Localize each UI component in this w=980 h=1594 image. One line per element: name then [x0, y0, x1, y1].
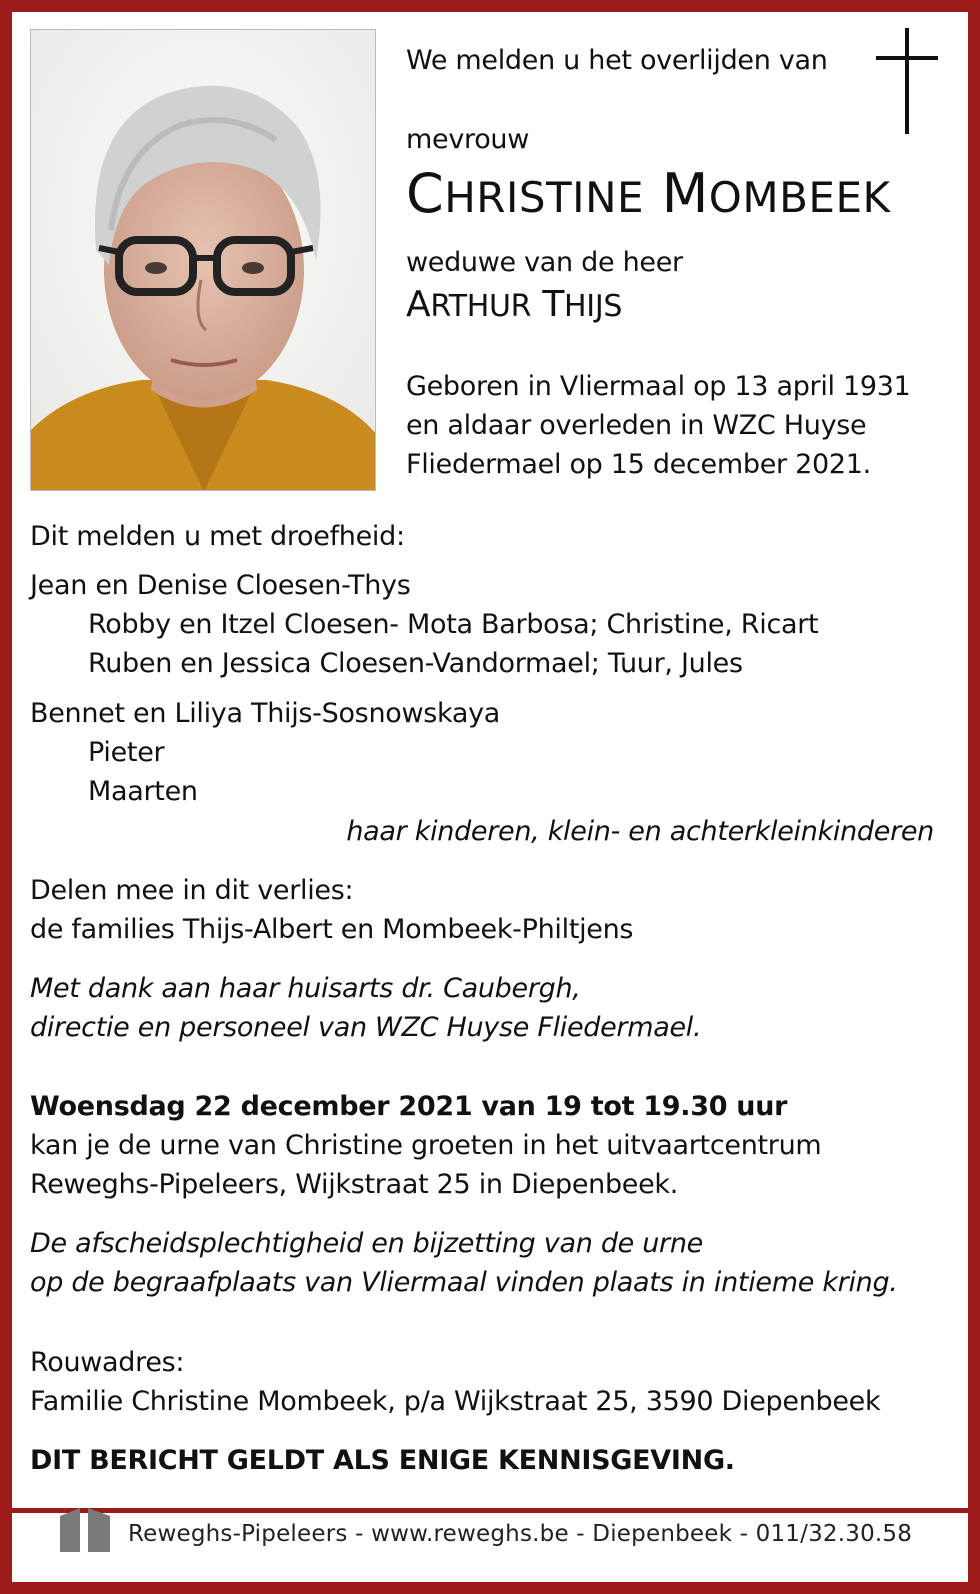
- intro-text: We melden u het overlijden van: [406, 45, 828, 76]
- notice-text: DIT BERICHT GELDT ALS ENIGE KENNISGEVING.: [30, 1445, 735, 1476]
- family-line: Robby en Itzel Cloesen- Mota Barbosa; Christine, Ricart: [88, 609, 819, 640]
- spouse-name: ARTHUR THIJS: [406, 284, 623, 325]
- address-text: Familie Christine Mombeek, p/a Wijkstraat 25, 3590 Diepenbeek: [30, 1386, 881, 1417]
- family-line: Pieter: [88, 737, 165, 768]
- address-label: Rouwadres:: [30, 1347, 185, 1378]
- birth-death-line: Fliedermael op 15 december 2021.: [406, 449, 871, 480]
- ceremony-line: op de begraafplaats van Vliermaal vinden plaats in intieme kring.: [30, 1267, 898, 1298]
- latin-cross-icon: [876, 28, 938, 136]
- sharing-line: de families Thijs-Albert en Mombeek-Philtjens: [30, 914, 634, 945]
- visitation-line: Reweghs-Pipeleers, Wijkstraat 25 in Diepenbeek.: [30, 1169, 679, 1200]
- widow-of-text: weduwe van de heer: [406, 247, 683, 278]
- family-line: Maarten: [88, 776, 198, 807]
- funeral-home-logo: [58, 1500, 112, 1554]
- birth-death-line: Geboren in Vliermaal op 13 april 1931: [406, 371, 911, 402]
- family-line: Jean en Denise Cloesen-Thys: [30, 570, 411, 601]
- mourners-intro: Dit melden u met droefheid:: [30, 521, 405, 552]
- visitation-date: Woensdag 22 december 2021 van 19 tot 19.30 uur: [30, 1091, 788, 1122]
- thanks-line: Met dank aan haar huisarts dr. Caubergh,: [30, 973, 581, 1004]
- family-line: Bennet en Liliya Thijs-Sosnowskaya: [30, 698, 501, 729]
- footer-contact: Reweghs-Pipeleers - www.reweghs.be - Diepenbeek - 011/32.30.58: [128, 1521, 913, 1547]
- sharing-line: Delen mee in dit verlies:: [30, 875, 354, 906]
- ceremony-line: De afscheidsplechtigheid en bijzetting van de urne: [30, 1228, 703, 1259]
- thanks-line: directie en personeel van WZC Huyse Fliedermael.: [30, 1012, 702, 1043]
- family-line: Ruben en Jessica Cloesen-Vandormael; Tuur, Jules: [88, 648, 743, 679]
- visitation-line: kan je de urne van Christine groeten in het uitvaartcentrum: [30, 1130, 822, 1161]
- birth-death-line: en aldaar overleden in WZC Huyse: [406, 410, 867, 441]
- salutation: mevrouw: [406, 124, 530, 155]
- deceased-name: CHRISTINE MOMBEEK: [406, 162, 891, 225]
- family-caption: haar kinderen, klein- en achterkleinkinderen: [346, 816, 934, 847]
- portrait-photo: [30, 29, 376, 491]
